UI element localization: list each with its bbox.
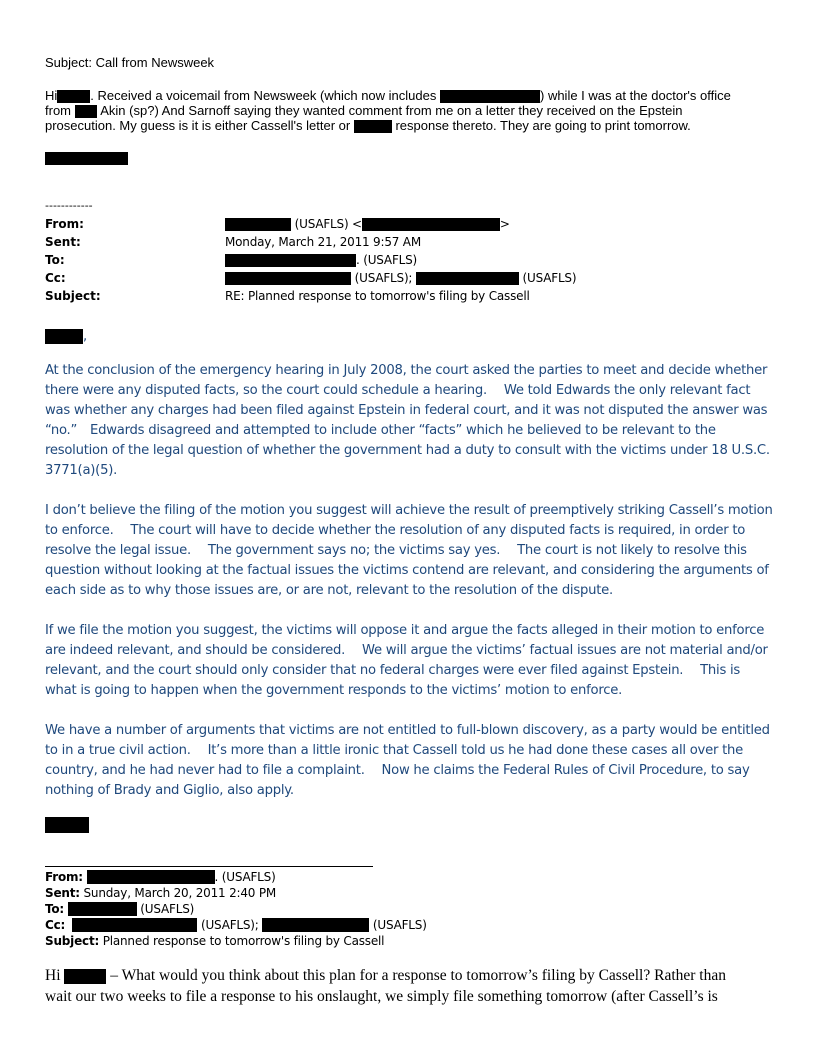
- subject-label: Subject:: [45, 289, 101, 303]
- text: >: [499, 217, 510, 231]
- subject-value: Planned response to tomorrow's filing by Cassell: [102, 934, 385, 948]
- redaction: [87, 870, 215, 884]
- text: Hi: [45, 88, 58, 103]
- text: Akin (sp?) And Sarnoff saying they wanted comment from me on a letter they received on the Epstein: [100, 103, 683, 118]
- email3-body-line: [45, 965, 785, 986]
- redaction: [262, 918, 369, 932]
- redaction: [225, 254, 356, 267]
- email1-body-line: [45, 88, 785, 103]
- message-divider: [45, 866, 373, 867]
- text: (USAFLS): [522, 271, 577, 285]
- from-value: [225, 216, 510, 232]
- text: (USAFLS);: [200, 918, 259, 932]
- text: (USAFLS);: [354, 271, 413, 285]
- email3-body-line: wait our two weeks to file a response to his onslaught, we simply file something tomorrow (after Cassell’s is: [45, 988, 718, 1005]
- from-label: From:: [45, 870, 83, 884]
- text: from: [45, 103, 71, 118]
- text: ) while I was at the doctor's office: [540, 88, 731, 103]
- text: – What would you think about this plan for a response to tomorrow’s filing by Cassell? Rather than: [110, 967, 726, 984]
- to-value: [225, 252, 417, 268]
- to-label: To:: [45, 253, 65, 267]
- body-paragraph: I don’t believe the filing of the motion you suggest will achieve the result of preemptively striking Cassell’s motion to enforce. The court will have to decide whether the resolution of any disputed facts is required, in order to resolve the legal issue. The government says no; the victims say yes. The court is not likely to resolve this question without looking at the factual issues the victims contend are relevant, and considering the arguments of each side as to why those issues are, or are not, relevant to the resolution of the dispute.: [45, 503, 773, 598]
- cc-label: Cc:: [45, 271, 66, 285]
- text: (USAFLS) <: [294, 217, 362, 231]
- redaction: [64, 969, 106, 984]
- redaction: [72, 918, 197, 932]
- redaction: [225, 218, 291, 231]
- cc-label: Cc:: [45, 918, 66, 932]
- text: response thereto. They are going to print tomorrow.: [395, 118, 691, 133]
- sent-value: Sunday, March 20, 2011 2:40 PM: [83, 886, 277, 900]
- redaction: [362, 218, 500, 231]
- cc-value: [225, 270, 576, 286]
- text: (USAFLS): [372, 918, 427, 932]
- email3-cc-row: [45, 917, 427, 933]
- subject-label: Subject:: [45, 934, 100, 948]
- email1-body-line: [45, 103, 785, 118]
- email3-body: [45, 965, 785, 1007]
- salutation-comma: ,: [83, 329, 87, 344]
- body-paragraph: If we file the motion you suggest, the victims will oppose it and argue the facts alleged in their motion to enforce are indeed relevant, and should be considered. We will argue the victims’ factual issues are not material and/or relevant, and the court should only consider that no federal charges were ever filed against Epstein. This is what is going to happen when the government responds to the victims’ motion to enforce.: [45, 623, 768, 698]
- subject-value: RE: Planned response to tomorrow's filing by Cassell: [225, 289, 530, 303]
- redaction: [75, 105, 97, 118]
- email1-body-line: [45, 118, 785, 133]
- body-paragraph: We have a number of arguments that victims are not entitled to full-blown discovery, as a party would be entitled to in a true civil action. It’s more than a little ironic that Cassell told us he had done these cases all over the country, and he had never had to file a complaint. Now he claims the Federal Rules of Civil Procedure, to say nothing of Brady and Giglio, also apply.: [45, 723, 770, 798]
- redaction: [45, 329, 83, 344]
- text: . (USAFLS): [214, 870, 276, 884]
- email2-body: [45, 361, 773, 801]
- sent-label: Sent:: [45, 235, 81, 249]
- sent-label: Sent:: [45, 886, 80, 900]
- email1-body: [45, 88, 785, 133]
- separator: ------------: [45, 199, 93, 212]
- redaction: [354, 120, 392, 133]
- email3-to-row: [45, 901, 194, 917]
- text: prosecution. My guess is it is either Cassell's letter or: [45, 118, 351, 133]
- email2-salutation: [45, 327, 87, 343]
- email3-from-row: [45, 869, 276, 885]
- email3-sent-row: [45, 885, 276, 901]
- redaction: [57, 90, 90, 103]
- redaction: [68, 902, 137, 916]
- email3-subject-row: [45, 933, 384, 949]
- to-label: To:: [45, 902, 65, 916]
- redaction: [225, 272, 351, 285]
- text: Hi: [45, 967, 61, 984]
- text: (USAFLS): [140, 902, 195, 916]
- email1-subject: Subject: Call from Newsweek: [45, 55, 215, 70]
- text: . (USAFLS): [356, 253, 418, 267]
- signature-redaction: [45, 817, 89, 833]
- from-label: From:: [45, 217, 84, 231]
- signature-redaction: [45, 152, 128, 165]
- sent-value: Monday, March 21, 2011 9:57 AM: [225, 235, 421, 249]
- redaction: [416, 272, 519, 285]
- redaction: [440, 90, 540, 103]
- text: . Received a voicemail from Newsweek (which now includes: [90, 88, 437, 103]
- body-paragraph: At the conclusion of the emergency hearing in July 2008, the court asked the parties to meet and decide whether there were any disputed facts, so the court could schedule a hearing. We told Edwards the only relevant fact was whether any charges had been filed against Epstein in federal court, and it was not disputed the answer was “no.” Edwards disagreed and attempted to include other “facts” which he believed to be relevant to the resolution of the legal question of whether the government had a duty to consult with the victims under 18 U.S.C. 3771(a)(5).: [45, 363, 770, 478]
